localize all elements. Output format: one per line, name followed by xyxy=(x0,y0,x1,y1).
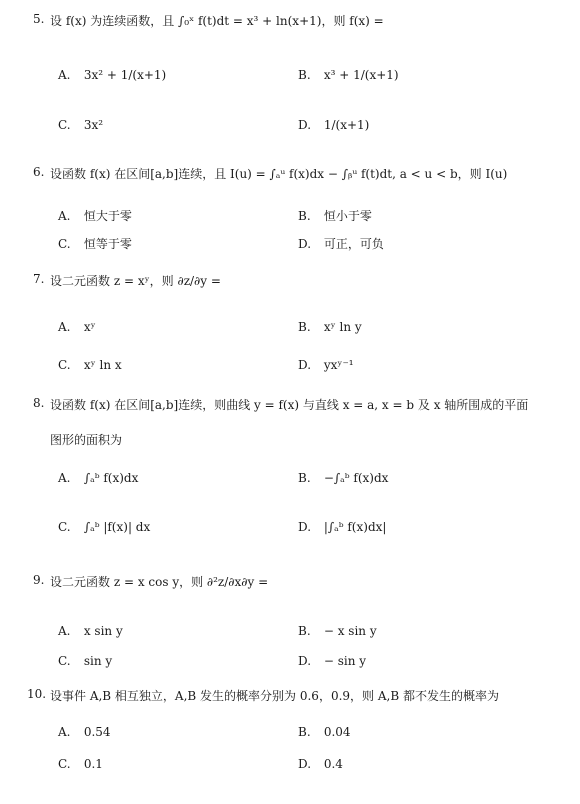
option-letter: D. xyxy=(298,757,312,771)
question-number: 9. xyxy=(33,573,45,587)
option-text: ∫ₐᵇ |f(x)| dx xyxy=(83,520,151,534)
option-text: x sin y xyxy=(83,624,123,638)
option-b xyxy=(298,725,351,739)
option-letter: D. xyxy=(298,237,312,251)
option-text: sin y xyxy=(83,654,113,668)
option-text: yxʸ⁻¹ xyxy=(323,358,354,372)
option-letter: A. xyxy=(58,68,71,82)
option-text: − sin y xyxy=(323,654,367,668)
option-b xyxy=(298,320,362,334)
option-d xyxy=(298,235,384,252)
option-c xyxy=(58,358,122,372)
option-letter: B. xyxy=(298,320,311,334)
option-b xyxy=(298,624,377,638)
option-letter: D. xyxy=(298,654,312,668)
option-a xyxy=(58,725,111,739)
question-stem: 设二元函数 z = xʸ，则 ∂z/∂y = xyxy=(50,274,221,288)
option-d xyxy=(298,118,369,132)
option-text: 0.54 xyxy=(83,725,111,739)
option-letter: A. xyxy=(58,624,71,638)
option-letter: C. xyxy=(58,520,71,534)
option-c xyxy=(58,654,112,668)
option-a xyxy=(58,624,123,638)
question-stem: 设函数 f(x) 在区间[a,b]连续，且 I(u) = ∫ₐᵘ f(x)dx − ∫ᵦᵘ f(t)dt, a < u < b，则 I(u) xyxy=(50,167,508,181)
option-text: 恒等于零 xyxy=(83,237,132,251)
option-letter: B. xyxy=(298,624,311,638)
option-letter: D. xyxy=(298,118,312,132)
option-d xyxy=(298,358,354,372)
option-c xyxy=(58,118,103,132)
option-b xyxy=(298,207,372,224)
option-text: 恒小于零 xyxy=(323,209,372,223)
option-a xyxy=(58,471,138,485)
option-a xyxy=(58,68,166,82)
option-text: xʸ ln y xyxy=(323,320,362,334)
option-a xyxy=(58,207,132,224)
option-d xyxy=(298,520,386,534)
option-c xyxy=(58,757,103,771)
option-text: ∫ₐᵇ f(x)dx xyxy=(83,471,139,485)
option-text: 恒大于零 xyxy=(83,209,132,223)
option-letter: B. xyxy=(298,725,311,739)
option-letter: B. xyxy=(298,68,311,82)
option-c xyxy=(58,520,150,534)
question-number: 6. xyxy=(33,165,45,179)
option-text: xʸ ln x xyxy=(83,358,122,372)
question-stem: 设事件 A,B 相互独立，A,B 发生的概率分别为 0.6，0.9，则 A,B 都不发生的概率为 xyxy=(50,689,499,703)
option-text: 3x² xyxy=(83,118,104,132)
option-letter: A. xyxy=(58,320,71,334)
question-number: 5. xyxy=(33,12,45,26)
option-letter: D. xyxy=(298,358,312,372)
option-letter: A. xyxy=(58,725,71,739)
option-letter: C. xyxy=(58,654,71,668)
option-d xyxy=(298,654,366,668)
option-text: 0.1 xyxy=(83,757,103,771)
option-b xyxy=(298,471,388,485)
option-letter: B. xyxy=(298,471,311,485)
option-text: xʸ xyxy=(83,320,96,334)
option-letter: C. xyxy=(58,757,71,771)
question-stem: 设 f(x) 为连续函数，且 ∫₀ˣ f(t)dt = x³ + ln(x+1)，则 f(x) = xyxy=(50,14,384,28)
question-stem: 设函数 f(x) 在区间[a,b]连续，则曲线 y = f(x) 与直线 x = a, x = b 及 x 轴所围成的平面 xyxy=(50,398,529,412)
question-number: 8. xyxy=(33,396,45,410)
option-text: − x sin y xyxy=(323,624,377,638)
option-text: |∫ₐᵇ f(x)dx| xyxy=(323,520,387,534)
option-d xyxy=(298,757,343,771)
option-text: x³ + 1/(x+1) xyxy=(323,68,399,82)
option-letter: C. xyxy=(58,118,71,132)
option-text: −∫ₐᵇ f(x)dx xyxy=(323,471,389,485)
option-text: 1/(x+1) xyxy=(323,118,370,132)
option-letter: C. xyxy=(58,358,71,372)
option-text: 0.4 xyxy=(323,757,343,771)
option-a xyxy=(58,320,96,334)
option-letter: A. xyxy=(58,209,71,223)
option-b xyxy=(298,68,399,82)
question-number: 7. xyxy=(33,272,45,286)
option-text: 3x² + 1/(x+1) xyxy=(83,68,167,82)
option-text: 0.04 xyxy=(323,725,351,739)
option-text: 可正，可负 xyxy=(323,237,384,251)
option-letter: C. xyxy=(58,237,71,251)
question-number: 10. xyxy=(27,687,47,701)
option-letter: A. xyxy=(58,471,71,485)
option-c xyxy=(58,235,132,252)
question-stem: 设二元函数 z = x cos y，则 ∂²z/∂x∂y = xyxy=(50,575,269,589)
option-letter: B. xyxy=(298,209,311,223)
question-stem-continued: 图形的面积为 xyxy=(50,433,123,447)
option-letter: D. xyxy=(298,520,312,534)
